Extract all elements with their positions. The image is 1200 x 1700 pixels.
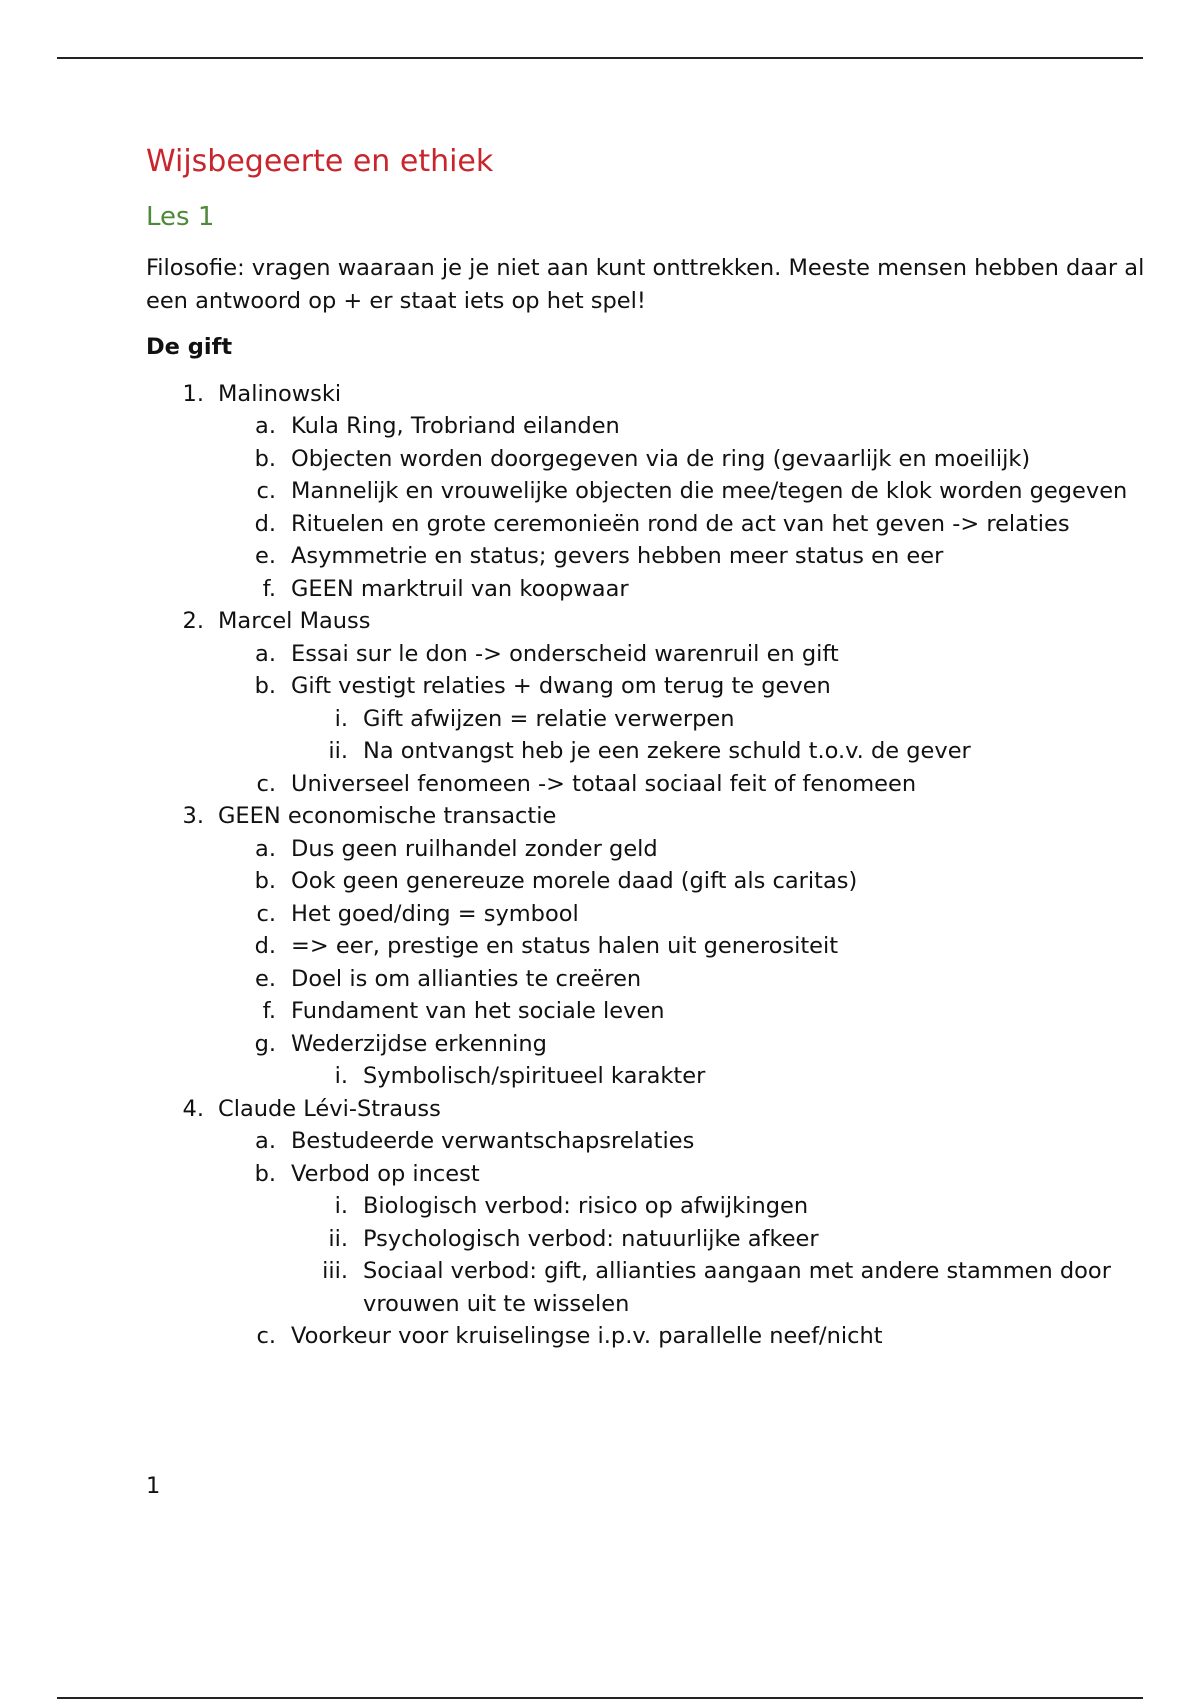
outline-item: [146, 410, 1146, 443]
outline-item-number: i.: [334, 1193, 348, 1219]
outline-item-text: Asymmetrie en status; gevers hebben meer status en eer: [291, 543, 944, 569]
outline-item: [146, 1320, 1146, 1353]
outline-item: [146, 443, 1146, 476]
outline-item-text: Doel is om allianties te creëren: [291, 965, 642, 992]
outline-item-text: Het goed/ding = symbool: [291, 900, 579, 927]
outline-item: [146, 540, 1146, 573]
outline-item-number: ii.: [328, 1225, 348, 1252]
page-number: 1: [146, 1473, 161, 1499]
outline-item-text: Gift afwijzen = relatie verwerpen: [363, 705, 735, 732]
outline-item: [146, 573, 1146, 606]
outline-item: [146, 995, 1146, 1028]
outline-item-text: Universeel fenomeen -> totaal sociaal feit of fenomeen: [291, 770, 917, 797]
outline-item-text: Fundament van het sociale leven: [291, 998, 665, 1024]
outline-item: [146, 768, 1146, 801]
outline-item-number: e.: [255, 543, 276, 569]
outline-item: [146, 605, 1146, 638]
outline-item-text: Kula Ring, Trobriand eilanden: [291, 413, 620, 439]
outline-item-text: Voorkeur voor kruiselingse i.p.v. parallelle neef/nicht: [291, 1323, 883, 1349]
outline-item-number: 3.: [182, 803, 204, 829]
outline-list: [146, 378, 1146, 1353]
document-title: Wijsbegeerte en ethiek: [146, 144, 494, 179]
outline-item: [146, 800, 1146, 833]
outline-item-text: Malinowski: [218, 380, 342, 407]
outline-item-text: Dus geen ruilhandel zonder geld: [291, 835, 658, 862]
outline-item-number: a.: [255, 1128, 276, 1154]
outline-item: [146, 1060, 1146, 1093]
outline-item-text: Objecten worden doorgegeven via de ring (gevaarlijk en moeilijk): [291, 445, 1031, 472]
outline-item-number: c.: [256, 478, 276, 504]
outline-item-number: c.: [256, 770, 276, 797]
outline-item-text: Verbod op incest: [291, 1160, 480, 1187]
outline-item-number: ii.: [328, 738, 348, 764]
outline-item-text: Gift vestigt relaties + dwang om terug te geven: [291, 673, 831, 699]
outline-item: [146, 670, 1146, 703]
outline-item: [146, 1255, 1146, 1320]
outline-item-number: iii.: [322, 1258, 348, 1284]
outline-item-text: Marcel Mauss: [218, 608, 371, 634]
outline-item-text: Bestudeerde verwantschapsrelaties: [291, 1128, 695, 1154]
outline-item-text: Ook geen genereuze morele daad (gift als caritas): [291, 868, 858, 894]
outline-item: [146, 1028, 1146, 1061]
outline-item-text: Biologisch verbod: risico op afwijkingen: [363, 1193, 809, 1219]
outline-item-number: c.: [256, 1323, 276, 1349]
outline-item-number: 2.: [182, 608, 204, 634]
lesson-heading: Les 1: [146, 202, 215, 232]
outline-item-text: GEEN economische transactie: [218, 803, 557, 829]
outline-item-number: 4.: [182, 1095, 204, 1122]
outline-item: [146, 963, 1146, 996]
footer-rule: [57, 1697, 1143, 1699]
outline-item-number: b.: [254, 673, 276, 699]
outline-item-number: f.: [262, 998, 276, 1024]
outline-item-number: b.: [254, 445, 276, 472]
outline-item: [146, 638, 1146, 671]
outline-item-number: g.: [254, 1030, 276, 1057]
outline-item-number: i.: [334, 705, 348, 732]
outline-item-text: Claude Lévi-Strauss: [218, 1095, 441, 1122]
outline-item: [146, 735, 1146, 768]
outline-item: [146, 833, 1146, 866]
outline-item: [146, 865, 1146, 898]
outline-item: [146, 703, 1146, 736]
section-heading: De gift: [146, 334, 233, 360]
outline-item: [146, 475, 1146, 508]
outline-item-number: a.: [255, 835, 276, 862]
outline-item-text: Rituelen en grote ceremonieën rond de act van het geven -> relaties: [291, 510, 1070, 537]
outline-item-number: e.: [255, 965, 276, 992]
outline-item-text: Essai sur le don -> onderscheid warenruil en gift: [291, 640, 839, 667]
outline-item-number: f.: [262, 575, 276, 602]
outline-item-text: GEEN marktruil van koopwaar: [291, 575, 629, 602]
outline-item-text: Wederzijdse erkenning: [291, 1030, 547, 1057]
outline-item-text: Na ontvangst heb je een zekere schuld t.o.v. de gever: [363, 738, 971, 764]
outline-item: [146, 898, 1146, 931]
outline-item-text: => eer, prestige en status halen uit generositeit: [291, 933, 839, 959]
outline-item-text: Mannelijk en vrouwelijke objecten die mee/tegen de klok worden gegeven: [291, 478, 1128, 504]
outline-item: [146, 930, 1146, 963]
outline-item-text: Symbolisch/spiritueel karakter: [363, 1063, 706, 1089]
outline-item: [146, 378, 1146, 411]
outline-item-number: i.: [334, 1063, 348, 1089]
outline-item-number: a.: [255, 413, 276, 439]
outline-item-number: d.: [254, 510, 276, 537]
outline-item-number: d.: [254, 933, 276, 959]
outline-item: [146, 1093, 1146, 1126]
outline-item: [146, 1223, 1146, 1256]
outline-item-text: Sociaal verbod: gift, allianties aangaan met andere stammen door vrouwen uit te wisselen: [363, 1258, 1111, 1317]
outline-item-number: b.: [254, 1160, 276, 1187]
outline-item: [146, 1158, 1146, 1191]
outline-item-number: b.: [254, 868, 276, 894]
outline-item: [146, 508, 1146, 541]
document-body: [146, 140, 1146, 1353]
header-rule: [57, 57, 1143, 59]
outline-item-text: Psychologisch verbod: natuurlijke afkeer: [363, 1225, 819, 1252]
outline-item: [146, 1190, 1146, 1223]
outline-item-number: a.: [255, 640, 276, 667]
outline-item-number: c.: [256, 900, 276, 927]
outline-item-number: 1.: [182, 380, 204, 407]
outline-item: [146, 1125, 1146, 1158]
intro-paragraph: Filosofie: vragen waaraan je je niet aan kunt onttrekken. Meeste mensen hebben daar al een antwoord op + er staat iets op het spel!: [146, 255, 1145, 314]
